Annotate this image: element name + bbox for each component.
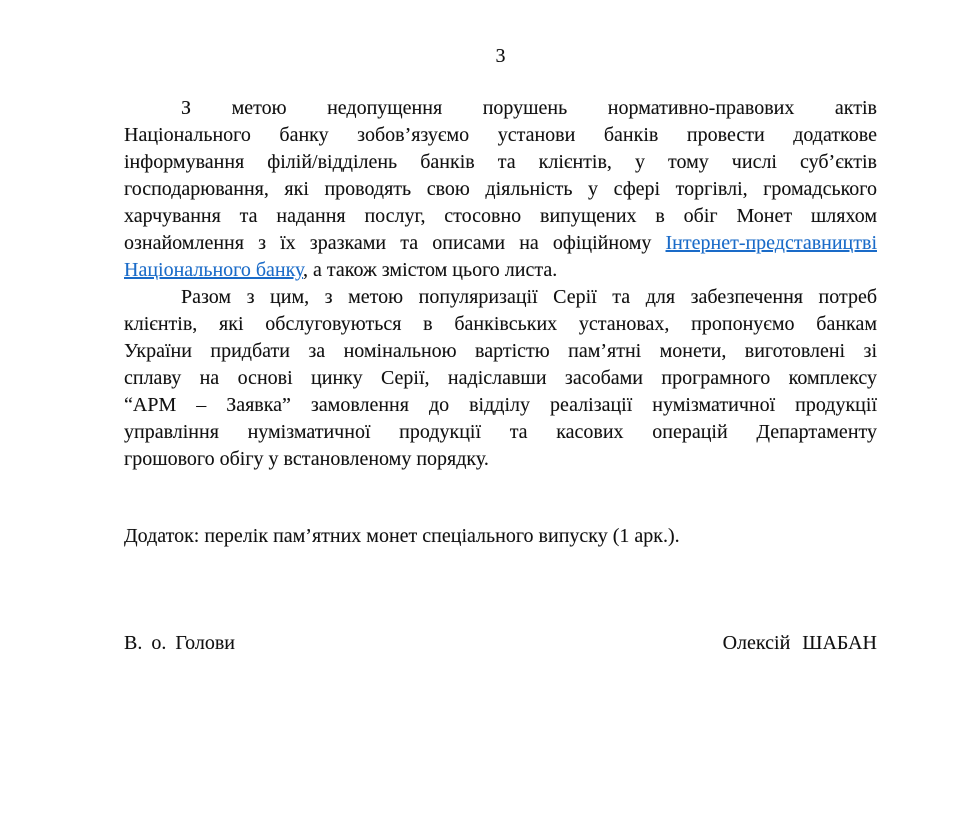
national-bank-link[interactable]: Національного банку <box>124 259 304 281</box>
text-line <box>124 284 877 311</box>
text-line <box>124 176 877 203</box>
text-line <box>124 311 877 338</box>
paragraph <box>124 284 877 473</box>
text-line <box>124 230 877 257</box>
text-line <box>124 149 877 176</box>
text-segment: харчування та надання послуг, стосовно випущених в обіг Монет шляхом <box>124 205 877 227</box>
signature-name: Олексій ШАБАН <box>722 632 877 654</box>
text-segment: З метою недопущення порушень нормативно-правових актів <box>181 97 877 119</box>
signature-row <box>124 630 877 657</box>
text-line <box>124 392 877 419</box>
text-segment: Національного банку зобов’язуємо установи банків провести додаткове <box>124 124 877 146</box>
text-segment: України придбати за номінальною вартістю пам’ятні монети, виготовлені зі <box>124 340 877 362</box>
text-line <box>124 95 877 122</box>
text-segment: грошового обігу у встановленому порядку. <box>124 448 489 470</box>
text-segment: ознайомлення з їх зразками та описами на офіційному <box>124 232 666 254</box>
text-line <box>124 419 877 446</box>
document-body <box>124 95 877 657</box>
text-line <box>124 365 877 392</box>
text-segment: , а також змістом цього листа. <box>303 259 558 281</box>
signature-position: В. о. Голови <box>124 632 236 654</box>
text-segment: управління нумізматичної продукції та касових операцій Департаменту <box>124 421 877 443</box>
text-line <box>124 257 877 284</box>
text-line <box>124 203 877 230</box>
paragraphs <box>124 95 877 473</box>
internet-presence-link[interactable]: Інтернет-представництві <box>665 232 877 254</box>
text-line <box>124 338 877 365</box>
text-segment: господарювання, які проводять свою діяльність у сфері торгівлі, громадського <box>124 178 877 200</box>
text-segment: сплаву на основі цинку Серії, надіславши засобами програмного комплексу <box>124 367 877 389</box>
paragraph <box>124 95 877 284</box>
text-line <box>124 122 877 149</box>
text-segment: інформування філій/відділень банків та клієнтів, у тому числі суб’єктів <box>124 151 877 173</box>
page-number: 3 <box>495 45 506 67</box>
text-segment: Разом з цим, з метою популяризації Серії та для забезпечення потреб <box>181 286 877 308</box>
attachment-note: Додаток: перелік пам’ятних монет спеціального випуску (1 арк.). <box>124 525 680 547</box>
text-line <box>124 446 877 473</box>
text-segment: “АРМ – Заявка” замовлення до відділу реалізації нумізматичної продукції <box>124 394 877 416</box>
text-segment: клієнтів, які обслуговуються в банківських установах, пропонуємо банкам <box>124 313 877 335</box>
